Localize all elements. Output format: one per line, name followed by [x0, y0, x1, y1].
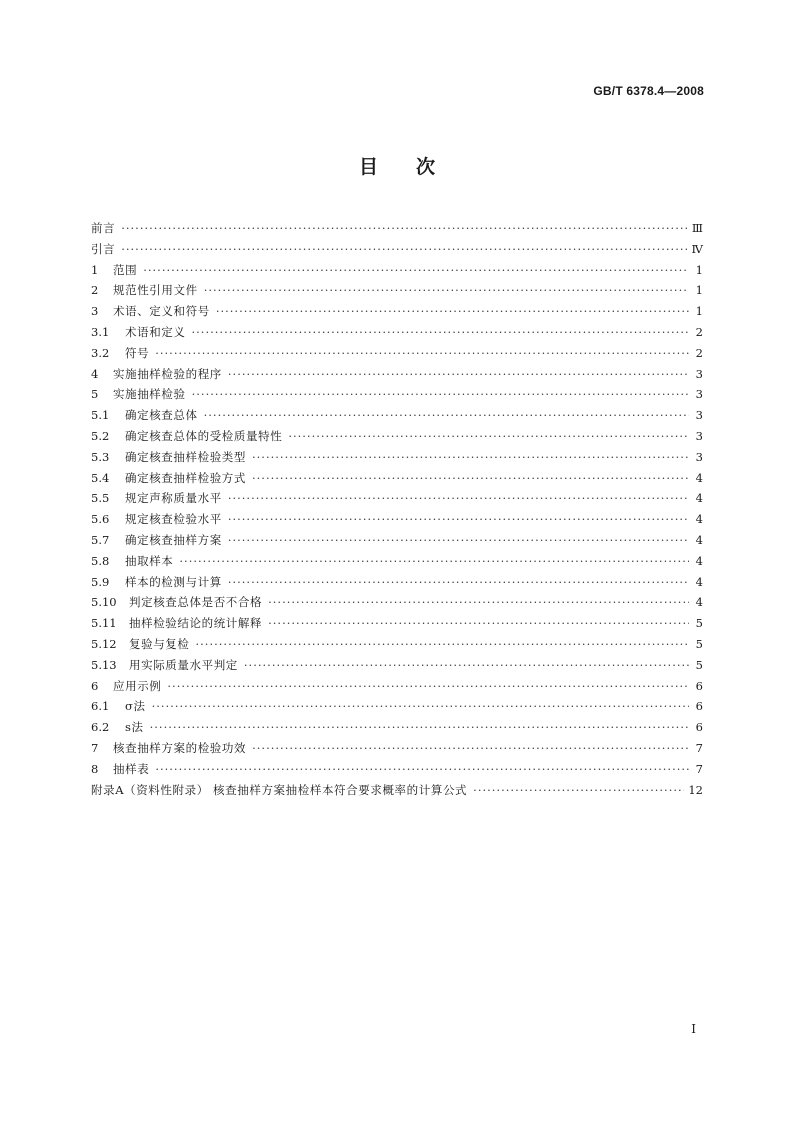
toc-dot-leader: [228, 530, 689, 551]
toc-dot-leader: [252, 447, 689, 468]
toc-entry-label: s法: [125, 720, 144, 735]
toc-entry-number: 5: [91, 387, 99, 402]
toc-entry-label: 应用示例: [113, 678, 162, 693]
toc-dot-leader: [192, 384, 689, 405]
toc-entry-number: 5.5: [91, 491, 110, 506]
toc-entry-page: 2: [695, 345, 703, 360]
toc-entry-label: 抽样表: [113, 761, 150, 776]
toc-dot-leader: [155, 759, 689, 780]
toc-entry-page: 6: [695, 699, 703, 714]
toc-entry-page: 4: [695, 595, 703, 610]
toc-entry-page: 5: [695, 616, 703, 631]
toc-entry[interactable]: [91, 738, 703, 759]
toc-dot-leader: [268, 613, 689, 634]
toc-dot-leader: [196, 634, 690, 655]
toc-entry-number: 5.10: [91, 595, 117, 610]
toc-entry-number: 5.7: [91, 532, 110, 547]
toc-entry[interactable]: [91, 530, 703, 551]
toc-entry-label: 确定核查总体的受检质量特性: [125, 428, 283, 443]
toc-entry-label: 实施抽样检验的程序: [113, 366, 222, 381]
toc-entry-page: 3: [695, 449, 703, 464]
toc-entry[interactable]: [91, 655, 703, 676]
toc-entry-page: 1: [695, 283, 703, 298]
toc-dot-leader: [216, 301, 689, 322]
toc-entry-page: Ⅳ: [691, 241, 703, 256]
toc-entry-number: 5.1: [91, 408, 110, 423]
toc-entry-label: 复验与复检: [129, 636, 190, 651]
toc-entry[interactable]: [91, 468, 703, 489]
toc-entry-number: 2: [91, 283, 99, 298]
toc-entry[interactable]: [91, 696, 703, 717]
toc-entry-label: 规定声称质量水平: [125, 491, 222, 506]
toc-entry-number: 5.6: [91, 512, 110, 527]
toc-dot-leader: [121, 239, 687, 260]
toc-entry-number: 5.4: [91, 470, 110, 485]
toc-dot-leader: [155, 343, 689, 364]
toc-entry-number: 5.13: [91, 657, 117, 672]
toc-entry-page: 3: [695, 366, 703, 381]
page-title: 目次: [358, 156, 473, 178]
table-of-contents: [91, 218, 703, 800]
toc-entry-number: 5.11: [91, 616, 117, 631]
toc-entry-number: 7: [91, 740, 99, 755]
toc-entry-label: 符号: [125, 345, 150, 360]
toc-entry[interactable]: [91, 592, 703, 613]
toc-entry[interactable]: [91, 676, 703, 697]
toc-entry-page: 12: [688, 782, 703, 797]
toc-dot-leader: [228, 488, 689, 509]
toc-entry-number: 1: [91, 262, 99, 277]
toc-entry-page: Ⅲ: [691, 221, 703, 235]
toc-entry-number: 5.2: [91, 428, 110, 443]
toc-dot-leader: [244, 655, 689, 676]
toc-entry-label: 术语、定义和符号: [113, 304, 210, 319]
toc-entry[interactable]: [91, 239, 703, 260]
toc-entry[interactable]: [91, 551, 703, 572]
toc-entry-page: 4: [695, 532, 703, 547]
toc-entry[interactable]: [91, 780, 703, 801]
toc-entry-page: 4: [695, 491, 703, 506]
toc-dot-leader: [228, 364, 689, 385]
toc-entry[interactable]: [91, 426, 703, 447]
toc-dot-leader: [179, 551, 689, 572]
toc-entry-number: 5.3: [91, 449, 110, 464]
toc-entry[interactable]: [91, 572, 703, 593]
toc-entry[interactable]: [91, 613, 703, 634]
toc-entry[interactable]: [91, 509, 703, 530]
toc-entry-page: 3: [695, 408, 703, 423]
toc-entry[interactable]: [91, 218, 703, 239]
toc-dot-leader: [252, 738, 689, 759]
toc-entry-number: 4: [91, 366, 99, 381]
toc-entry-label: 核查抽样方案的检验功效: [113, 740, 247, 755]
toc-entry-label: 抽样检验结论的统计解释: [129, 616, 263, 631]
toc-entry-page: 1: [695, 304, 703, 319]
toc-entry[interactable]: [91, 634, 703, 655]
toc-entry-number: 5.8: [91, 553, 110, 568]
toc-entry-page: 4: [695, 470, 703, 485]
toc-entry[interactable]: [91, 322, 703, 343]
toc-entry-page: 1: [695, 262, 703, 277]
toc-entry-label: 确定核查抽样检验方式: [125, 470, 246, 485]
toc-entry[interactable]: [91, 280, 703, 301]
toc-entry-page: 7: [695, 761, 703, 776]
toc-dot-leader: [204, 405, 689, 426]
toc-entry-label: 确定核查抽样检验类型: [125, 449, 246, 464]
toc-entry-label: 实施抽样检验: [113, 387, 186, 402]
toc-entry-page: 2: [695, 324, 703, 339]
document-code: GB/T 6378.4—2008: [593, 84, 704, 98]
toc-entry[interactable]: [91, 260, 703, 281]
toc-dot-leader: [204, 280, 689, 301]
toc-entry-page: 5: [695, 636, 703, 651]
toc-entry-label: 规范性引用文件: [113, 283, 198, 298]
toc-entry-page: 4: [695, 574, 703, 589]
toc-entry-label: 确定核查总体: [125, 408, 198, 423]
toc-entry-number: 8: [91, 761, 99, 776]
toc-entry[interactable]: [91, 447, 703, 468]
toc-entry-number: 3.2: [91, 345, 110, 360]
toc-dot-leader: [473, 780, 684, 801]
toc-entry-label: 附录A（资料性附录） 核查抽样方案抽检样本符合要求概率的计算公式: [91, 782, 468, 797]
toc-entry-label: 前言: [91, 221, 116, 235]
toc-entry-number: 3: [91, 304, 99, 319]
toc-entry-page: 5: [695, 657, 703, 672]
toc-dot-leader: [252, 468, 689, 489]
toc-dot-leader: [228, 572, 689, 593]
toc-entry-label: 确定核查抽样方案: [125, 532, 222, 547]
toc-entry-label: 样本的检测与计算: [125, 574, 222, 589]
toc-entry[interactable]: [91, 405, 703, 426]
toc-dot-leader: [167, 676, 689, 697]
toc-entry-number: 5.9: [91, 574, 110, 589]
toc-dot-leader: [192, 322, 690, 343]
page-number: I: [691, 1022, 696, 1036]
toc-dot-leader: [152, 696, 689, 717]
toc-entry-page: 4: [695, 553, 703, 568]
toc-entry-label: 规定核查检验水平: [125, 512, 222, 527]
toc-entry-page: 6: [695, 720, 703, 735]
toc-entry-number: 3.1: [91, 324, 110, 339]
toc-dot-leader: [268, 592, 689, 613]
toc-entry-page: 7: [695, 740, 703, 755]
toc-entry[interactable]: [91, 384, 703, 405]
toc-entry-number: 6: [91, 678, 99, 693]
toc-entry-page: 6: [695, 678, 703, 693]
toc-entry[interactable]: [91, 343, 703, 364]
toc-entry[interactable]: [91, 759, 703, 780]
toc-entry-page: 3: [695, 428, 703, 443]
toc-entry[interactable]: [91, 301, 703, 322]
toc-entry-label: 判定核查总体是否不合格: [129, 595, 263, 610]
toc-entry-label: 用实际质量水平判定: [129, 657, 238, 672]
toc-dot-leader: [150, 717, 689, 738]
toc-entry-label: 抽取样本: [125, 553, 174, 568]
toc-entry-label: 引言: [91, 241, 116, 256]
toc-entry-number: 6.1: [91, 699, 110, 714]
toc-entry[interactable]: [91, 364, 703, 385]
toc-entry-number: 6.2: [91, 720, 110, 735]
toc-dot-leader: [228, 509, 689, 530]
toc-entry-number: 5.12: [91, 636, 117, 651]
toc-entry-label: 范围: [113, 262, 138, 277]
toc-entry-page: 3: [695, 387, 703, 402]
toc-entry-page: 4: [695, 512, 703, 527]
toc-dot-leader: [143, 260, 689, 281]
toc-dot-leader: [121, 218, 688, 239]
toc-entry[interactable]: [91, 488, 703, 509]
toc-entry-label: σ法: [125, 699, 146, 714]
toc-entry[interactable]: [91, 717, 703, 738]
toc-dot-leader: [288, 426, 689, 447]
toc-entry-label: 术语和定义: [125, 324, 186, 339]
